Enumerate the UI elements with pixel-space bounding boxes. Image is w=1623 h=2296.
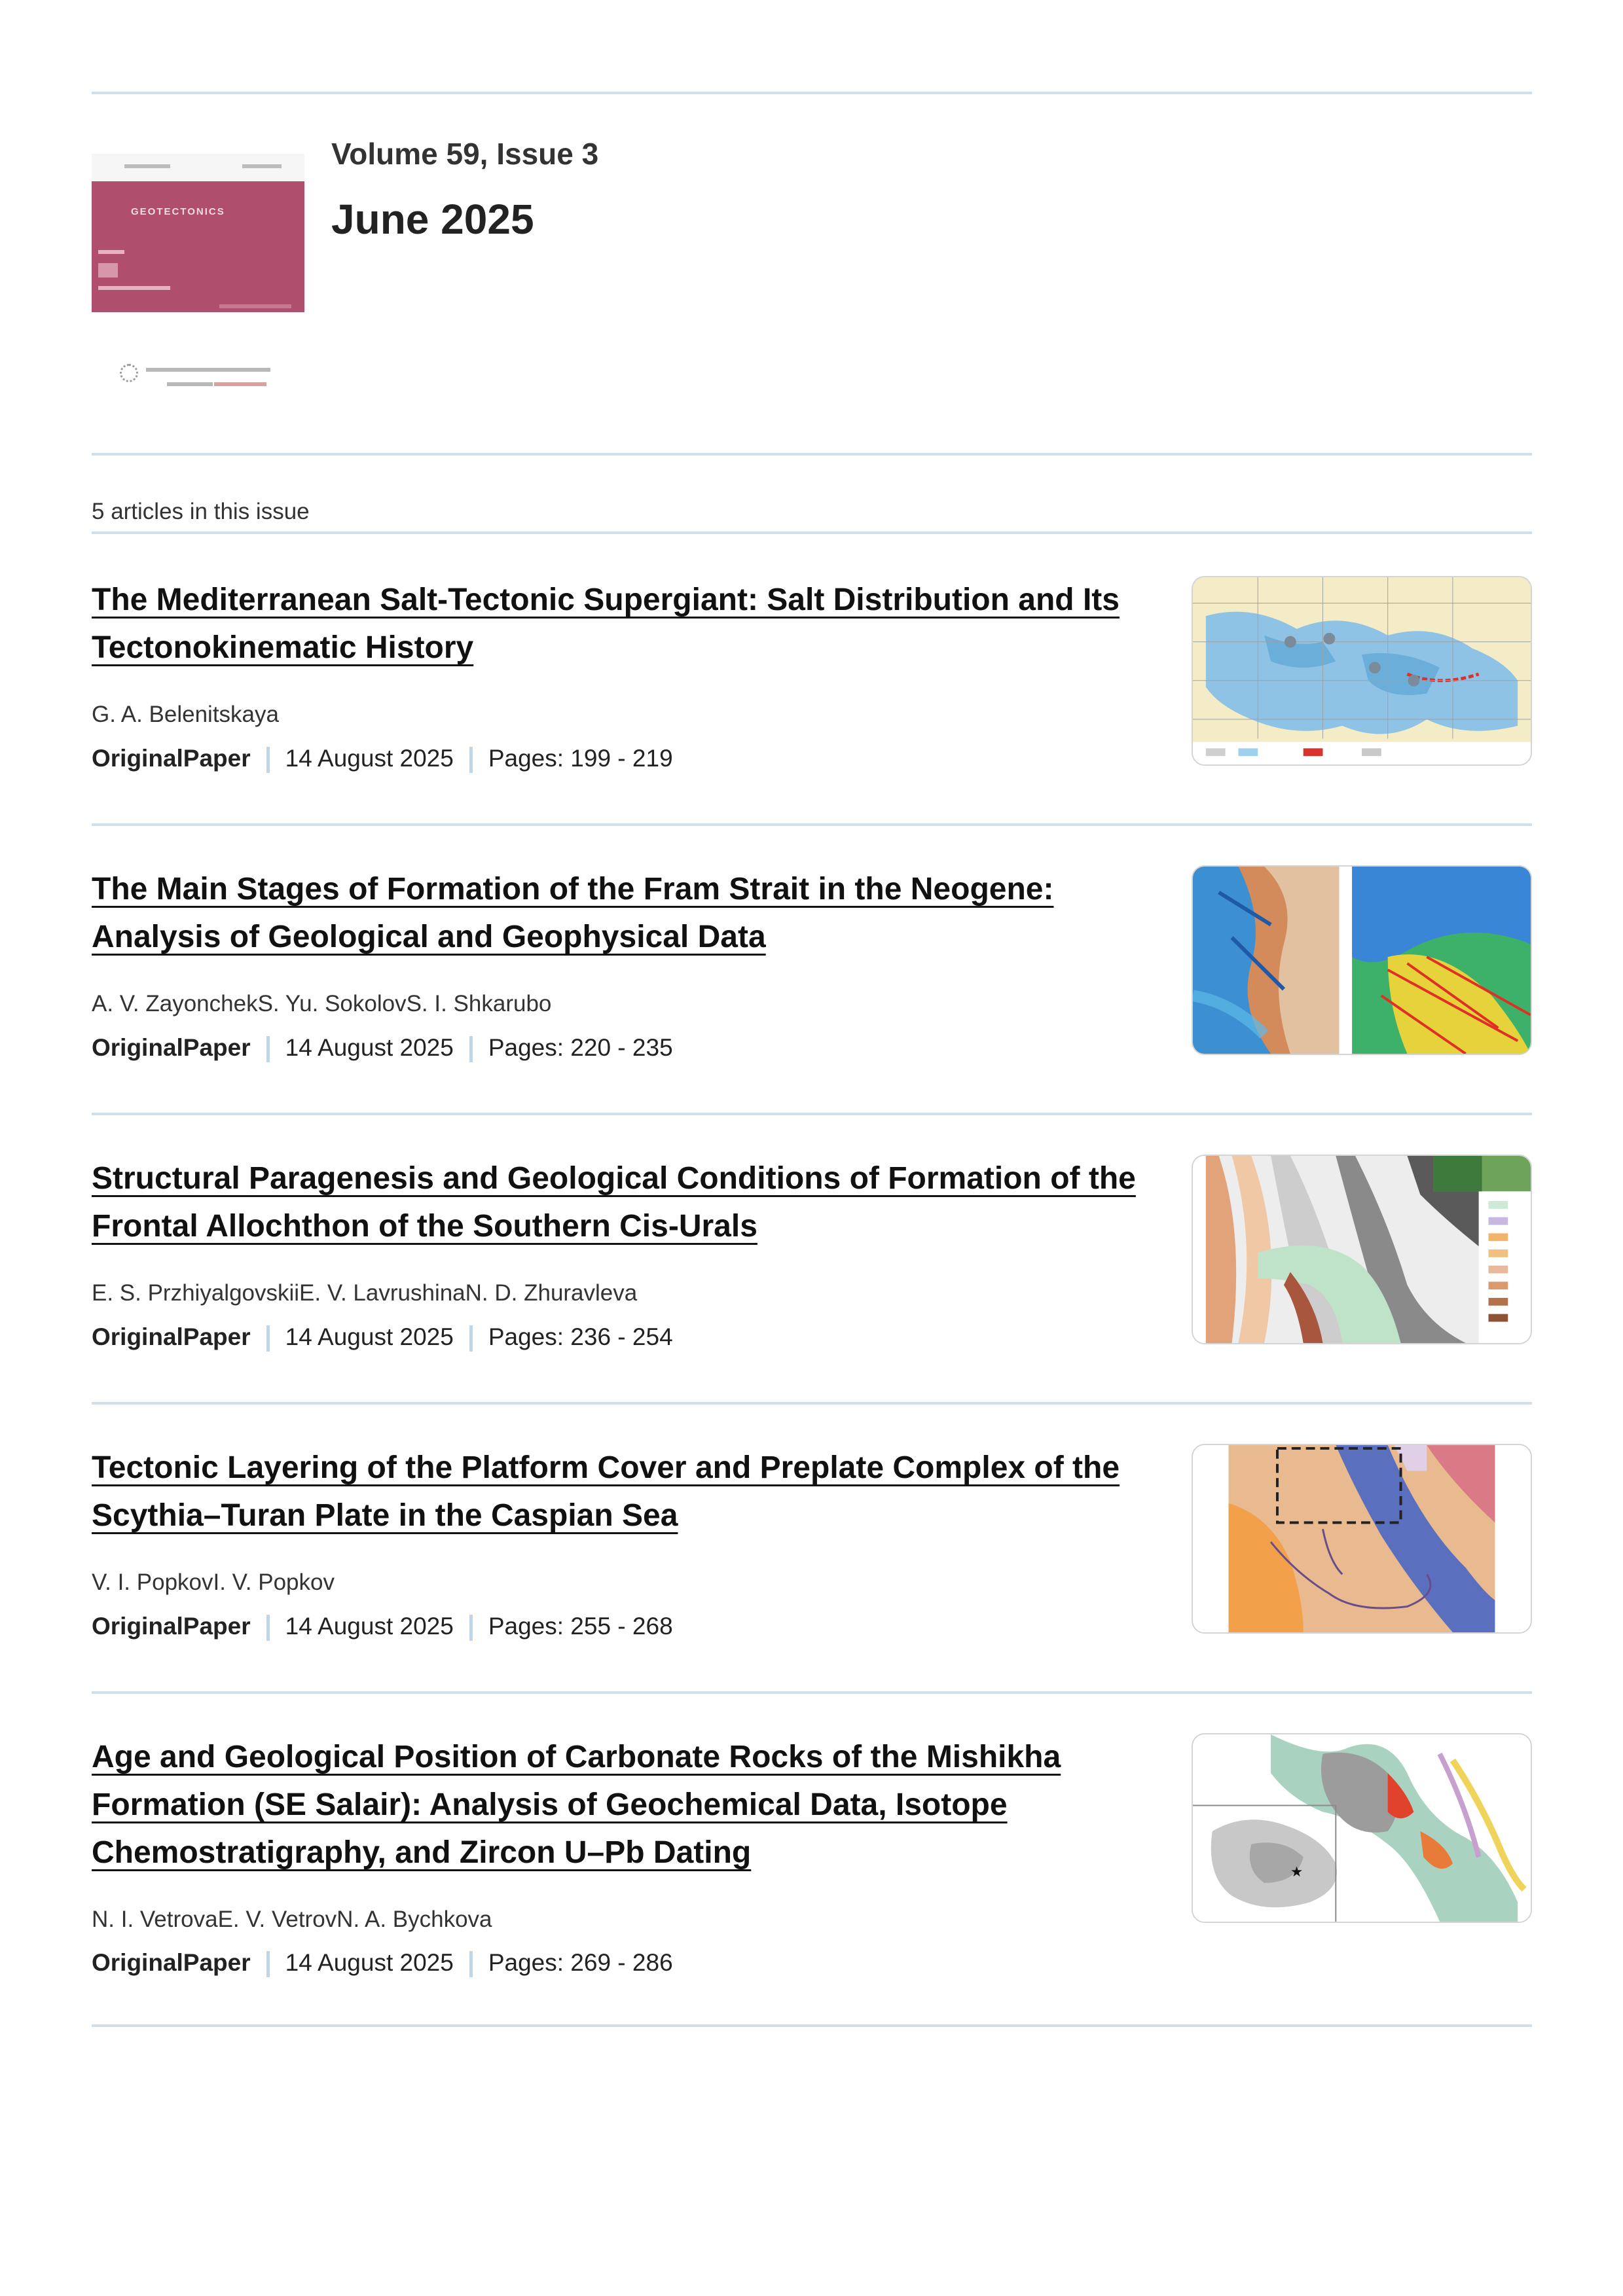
article-meta [92,745,673,773]
article-pages: Pages: 199 - 219 [488,745,673,772]
article-authors: A. V. ZayonchekS. Yu. SokolovS. I. Shkarubo [92,991,552,1016]
article-meta [92,1613,673,1641]
article-date: 14 August 2025 [285,1034,454,1061]
article-divider [92,1113,1532,1115]
article-thumbnail[interactable] [1192,1155,1532,1344]
article-title-link[interactable]: Structural Paragenesis and Geological Conditions of Formation of the Frontal Allochthon of the Southern Cis-Urals [92,1161,1136,1244]
header-divider [92,453,1532,456]
article-authors: V. I. PopkovI. V. Popkov [92,1570,335,1595]
meta-separator [266,1615,270,1641]
article-authors: N. I. VetrovaE. V. VetrovN. A. Bychkova [92,1907,492,1932]
map-thumbnail-image [1193,867,1531,1054]
cover-header-strip [92,154,304,181]
meta-separator [469,1615,473,1641]
article-meta [92,1034,673,1062]
publisher-logo [115,360,278,393]
top-divider [92,92,1532,94]
article-type: OriginalPaper [92,745,251,772]
article-title-link[interactable]: The Mediterranean Salt-Tectonic Supergiant: Salt Distribution and Its Tectonokinematic History [92,583,1120,665]
article-pages: Pages: 236 - 254 [488,1323,673,1350]
map-thumbnail-image [1193,1734,1531,1922]
meta-separator [469,1325,473,1352]
article-date: 14 August 2025 [285,1949,454,1976]
article-divider [92,1691,1532,1694]
journal-cover-image[interactable] [92,154,304,409]
map-thumbnail-image [1193,577,1531,764]
article-thumbnail[interactable] [1192,865,1532,1055]
meta-separator [469,1951,473,1977]
map-thumbnail-image [1193,1156,1531,1343]
svg-text:★: ★ [1290,1863,1304,1880]
article-pages: Pages: 255 - 268 [488,1613,673,1640]
meta-separator [469,747,473,773]
article-pages: Pages: 220 - 235 [488,1034,673,1061]
article-item [92,1444,1532,1640]
article-date: 14 August 2025 [285,1323,454,1350]
article-item [92,865,1532,1062]
article-item [92,576,1532,772]
meta-separator [266,747,270,773]
article-item [92,1733,1532,1982]
article-thumbnail[interactable] [1192,1733,1532,1923]
article-title-link[interactable]: Tectonic Layering of the Platform Cover and Preplate Complex of the Scythia–Turan Plate in the Caspian Sea [92,1450,1120,1533]
article-divider [92,1402,1532,1405]
article-title-link[interactable]: Age and Geological Position of Carbonate Rocks of the Mishikha Formation (SE Salair): Analysis of Geochemical Data, Isotope Chemostratigraphy, and Zircon U–Pb Dating [92,1740,1061,1870]
article-date: 14 August 2025 [285,745,454,772]
cover-journal-name: GEOTECTONICS [131,206,225,217]
article-meta [92,1949,673,1977]
article-type: OriginalPaper [92,1034,251,1061]
article-item [92,1155,1532,1351]
article-type: OriginalPaper [92,1949,251,1976]
articles-count: 5 articles in this issue [92,499,310,524]
article-authors: G. A. Belenitskaya [92,702,279,727]
article-thumbnail[interactable] [1192,1444,1532,1634]
article-type: OriginalPaper [92,1323,251,1350]
article-meta [92,1323,673,1352]
issue-volume-label: Volume 59, Issue 3 [331,137,599,171]
article-title-link[interactable]: The Main Stages of Formation of the Fram Strait in the Neogene: Analysis of Geological and Geophysical Data [92,872,1054,954]
list-divider [92,531,1532,534]
meta-separator [266,1325,270,1352]
map-thumbnail-image [1193,1445,1531,1632]
article-type: OriginalPaper [92,1613,251,1640]
article-divider [92,823,1532,826]
meta-separator [469,1036,473,1062]
issue-date: June 2025 [331,196,534,243]
meta-separator [266,1951,270,1977]
article-thumbnail[interactable] [1192,576,1532,766]
meta-separator [266,1036,270,1062]
article-authors: E. S. PrzhiyalgovskiiE. V. LavrushinaN. D. Zhuravleva [92,1280,638,1306]
article-date: 14 August 2025 [285,1613,454,1640]
article-pages: Pages: 269 - 286 [488,1949,673,1976]
bottom-divider [92,2024,1532,2027]
cover-panel [92,181,304,312]
